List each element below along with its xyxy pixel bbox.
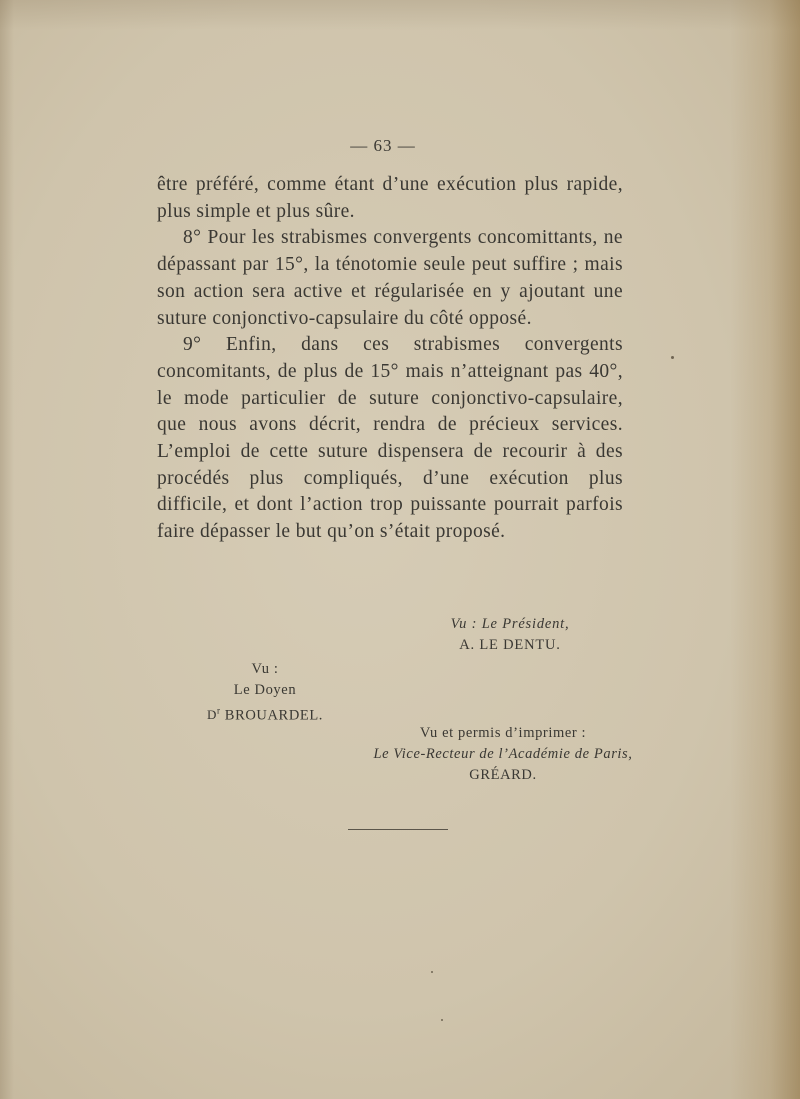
recteur-title: Le Vice-Recteur de l’Académie de Paris,: [373, 746, 633, 762]
recteur-permis: Vu et permis d’imprimer :: [419, 725, 587, 741]
doyen-name: BROUARDEL.: [224, 707, 324, 724]
paragraph-continuation: être préféré, comme étant d’une exécution plus rapide, plus simple et plus sûre.: [157, 174, 623, 222]
end-rule: [348, 829, 448, 830]
body-text: [157, 172, 623, 546]
recteur-name: GRÉARD.: [469, 767, 537, 783]
doyen-vu: Vu :: [251, 661, 279, 677]
page-number: — 63 —: [350, 136, 416, 155]
doyen-title: Le Doyen: [233, 682, 297, 698]
signature-president: [440, 614, 580, 656]
paragraph-9: 9° Enfin, dans ces strabismes convergents concomitants, de plus de 15° mais n’atteignant pas 40°, le mode particulier de suture conjonctivo-capsulaire, que nous avons décrit, rendra de précieux services. L’emploi de cette suture dispensera de recourir à des procédés plus compliqués, d’une exécution plus difficile, et dont l’action trop puissante pourrait parfois faire dépasser le but qu’on s’était proposé.: [157, 334, 623, 543]
paper-speck: [671, 356, 674, 359]
paragraph-8: 8° Pour les strabismes convergents concomittants, ne dépassant par 15°, la ténotomie seule peut suffire ; mais son action sera active et régularisée en y ajoutant une suture conjonctivo-capsulaire du côté opposé.: [157, 227, 623, 329]
paper-speck: [431, 971, 433, 973]
paper-speck: [441, 1019, 443, 1021]
signature-recteur: [362, 723, 644, 786]
president-name: A. LE DENTU.: [459, 637, 561, 653]
doyen-name-line: [190, 701, 340, 726]
doyen-name-prefix: $D^r$: [206, 706, 221, 723]
signature-doyen: [190, 659, 340, 726]
president-vu: Vu : Le Président,: [450, 616, 570, 632]
